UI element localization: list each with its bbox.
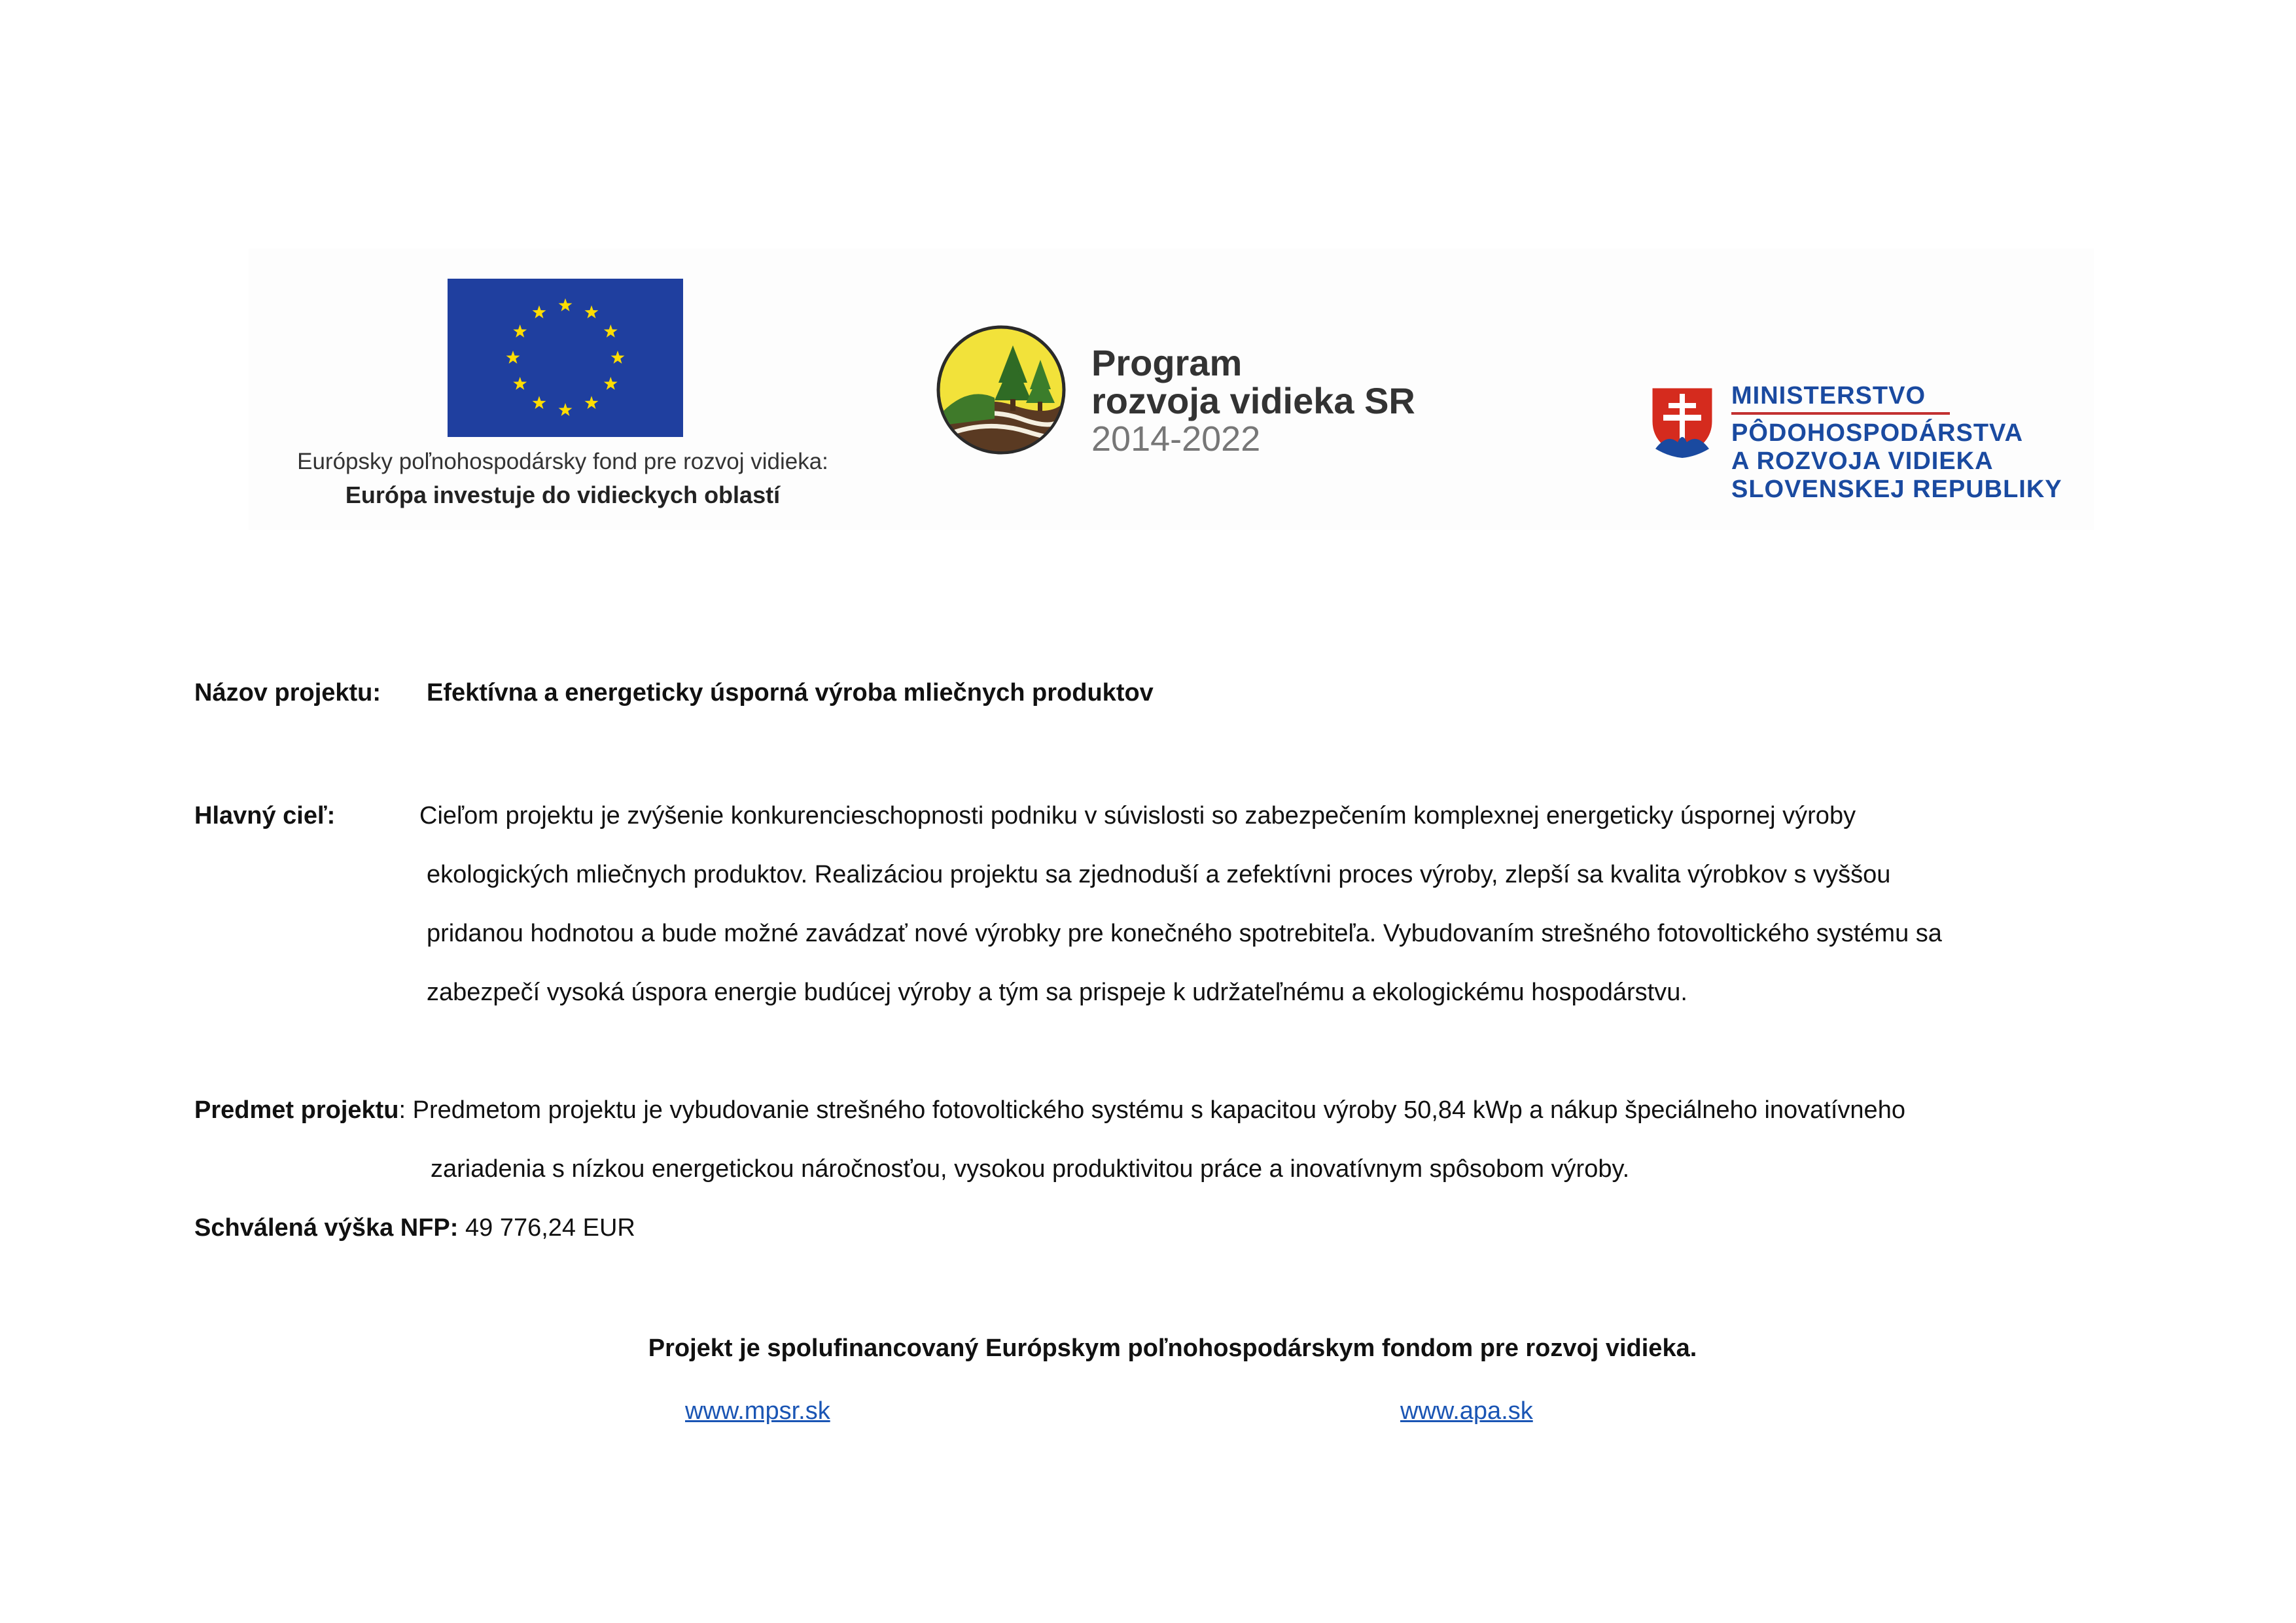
main-goal-line-3: pridanou hodnotou a bude možné zavádzať nové výrobky pre konečného spotrebiteľa. Vybudovaním strešného fotovoltického systému sa <box>427 920 1942 947</box>
eu-star-icon <box>604 324 618 338</box>
funding-note: Projekt je spolufinancovaný Európskym poľnohospodárskym fondom pre rozvoj vidieka. <box>648 1335 1697 1362</box>
ministry-line1: MINISTERSTVO <box>1731 382 1926 410</box>
project-name-value: Efektívna a energeticky úsporná výroba mliečnych produktov <box>427 679 1154 707</box>
prv-title-line1: Program <box>1091 342 1243 383</box>
eu-star-icon <box>506 351 520 364</box>
approved-nfp-value: 49 776,24 EUR <box>465 1214 635 1242</box>
eu-caption-line1: Európsky poľnohospodársky fond pre rozvoj vidieka: <box>297 449 828 474</box>
project-subject-line-2: zariadenia s nízkou energetickou náročnosťou, vysokou produktivitou práce a inovatívnym spôsobom výroby. <box>431 1155 1630 1183</box>
main-goal-line-4: zabezpečí vysoká úspora energie budúcej výroby a tým sa prispeje k udržateľnému a ekologickému hospodárstvu. <box>427 979 1687 1006</box>
ministry-divider <box>1731 412 1950 415</box>
mpsr-link[interactable]: www.mpsr.sk <box>685 1397 830 1425</box>
prv-years: 2014-2022 <box>1091 419 1261 459</box>
ministry-line2: PÔDOHOSPODÁRSTVA <box>1731 419 2024 447</box>
eu-star-icon <box>533 396 546 409</box>
main-goal-line-2: ekologických mliečnych produktov. Realizáciou projektu sa zjednoduší a zefektívni proces výroby, zlepší sa kvalita výrobkov s vyššou <box>427 861 1891 888</box>
eu-flag-logo <box>448 279 683 437</box>
approved-nfp-row <box>194 1214 635 1242</box>
project-subject-label: Predmet projektu <box>194 1096 399 1124</box>
project-subject-line-1: Predmetom projektu je vybudovanie strešného fotovoltického systému s kapacitou výroby 50,84 kWp a nákup špeciálneho inovatívneho <box>412 1096 1905 1124</box>
eu-star-icon <box>533 305 546 319</box>
eu-caption-line2: Európa investuje do vidieckych oblastí <box>345 481 781 508</box>
approved-nfp-label: Schválená výška NFP: <box>194 1214 459 1242</box>
eu-star-icon <box>611 351 625 364</box>
prv-title-line2: rozvoja vidieka SR <box>1091 380 1415 421</box>
ministry-line3: A ROZVOJA VIDIEKA <box>1731 447 1994 475</box>
eu-star-icon <box>585 396 599 409</box>
apa-link[interactable]: www.apa.sk <box>1400 1397 1533 1425</box>
eu-star-icon <box>559 403 573 416</box>
eu-star-icon <box>513 377 527 390</box>
eu-stars-icon <box>448 279 683 437</box>
main-goal-line-1: Cieľom projektu je zvýšenie konkurencieschopnosti podniku v súvislosti so zabezpečením komplexnej energeticky úspornej výroby <box>419 802 1856 829</box>
slovak-coat-of-arms-icon <box>1649 385 1716 459</box>
ministry-line4: SLOVENSKEJ REPUBLIKY <box>1731 476 2062 503</box>
main-goal-label: Hlavný cieľ: <box>194 802 336 829</box>
eu-star-icon <box>585 305 599 319</box>
eu-star-icon <box>513 324 527 338</box>
project-subject-colon: : <box>398 1096 406 1124</box>
project-name-label: Názov projektu: <box>194 679 381 707</box>
eu-star-icon <box>559 298 573 311</box>
rural-development-emblem-icon <box>936 321 1067 458</box>
project-subject-row <box>194 1096 1905 1125</box>
eu-star-icon <box>604 377 618 390</box>
